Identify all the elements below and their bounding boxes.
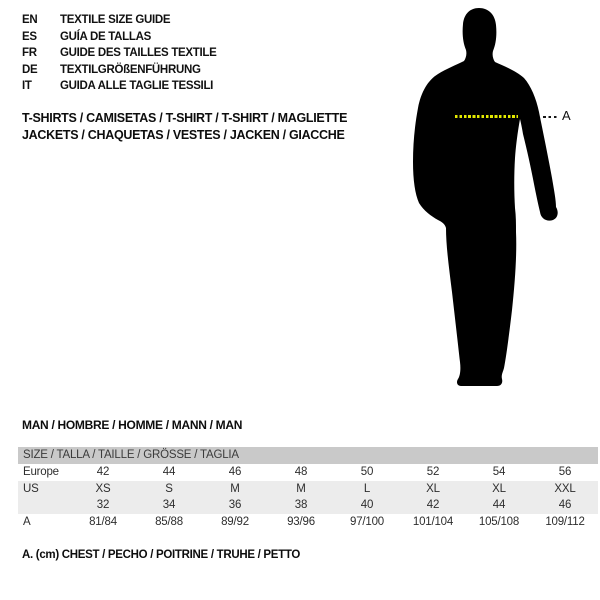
language-label: GUIDE DES TAILLES TEXTILE bbox=[60, 47, 217, 60]
language-row-es bbox=[22, 29, 217, 46]
table-row-us-numeric bbox=[18, 497, 598, 514]
table-cell: 34 bbox=[162, 499, 176, 512]
table-cell: 32 bbox=[96, 499, 110, 512]
measurement-leader-dashes bbox=[543, 116, 559, 118]
row-label: Europe bbox=[23, 466, 59, 479]
row-label: US bbox=[23, 482, 39, 495]
product-line-tshirts: T-SHIRTS / CAMISETAS / T-SHIRT / T-SHIRT / MAGLIETTE bbox=[22, 111, 348, 125]
table-cell: 50 bbox=[360, 466, 374, 479]
table-cell: 48 bbox=[294, 466, 308, 479]
table-cell: XS bbox=[95, 482, 111, 495]
man-silhouette-figure bbox=[400, 0, 580, 400]
table-cell: 93/96 bbox=[287, 515, 315, 528]
language-row-fr bbox=[22, 45, 217, 62]
table-cell: 52 bbox=[426, 466, 440, 479]
section-title-man: MAN / HOMBRE / HOMME / MANN / MAN bbox=[22, 418, 243, 432]
table-cell: 46 bbox=[558, 499, 572, 512]
table-cell: XXL bbox=[554, 482, 576, 495]
measurement-label-a: A bbox=[562, 108, 571, 123]
table-cell: 42 bbox=[96, 466, 110, 479]
table-cell: 44 bbox=[492, 499, 506, 512]
language-row-de bbox=[22, 62, 217, 79]
table-cell: 56 bbox=[558, 466, 572, 479]
table-cell: S bbox=[165, 482, 173, 495]
language-code: IT bbox=[22, 80, 32, 93]
table-cell: M bbox=[230, 482, 240, 495]
table-cell: L bbox=[363, 482, 371, 495]
product-line-jackets: JACKETS / CHAQUETAS / VESTES / JACKEN / GIACCHE bbox=[22, 127, 345, 142]
language-code: DE bbox=[22, 63, 38, 76]
table-cell: 109/112 bbox=[545, 515, 585, 528]
table-cell: 97/100 bbox=[350, 515, 384, 528]
table-cell: 46 bbox=[228, 466, 242, 479]
table-cell: 85/88 bbox=[155, 515, 183, 528]
language-code: EN bbox=[22, 14, 38, 27]
language-code: ES bbox=[22, 30, 37, 43]
language-row-en bbox=[22, 12, 217, 29]
table-cell: 105/108 bbox=[478, 515, 520, 528]
language-list bbox=[22, 12, 217, 95]
table-cell: XL bbox=[426, 482, 440, 495]
table-cell: 40 bbox=[360, 499, 374, 512]
footnote-chest: A. (cm) CHEST / PECHO / POITRINE / TRUHE / PETTO bbox=[22, 549, 301, 561]
product-types bbox=[22, 110, 347, 143]
chest-measurement-line bbox=[455, 115, 518, 118]
language-label: TEXTILGRÖßENFÜHRUNG bbox=[60, 63, 201, 76]
size-table-header: SIZE / TALLA / TAILLE / GRÖSSE / TAGLIA bbox=[18, 447, 598, 464]
language-row-it bbox=[22, 78, 217, 95]
table-cell: M bbox=[296, 482, 306, 495]
language-label: GUÍA DE TALLAS bbox=[60, 30, 151, 43]
table-cell: 81/84 bbox=[89, 515, 117, 528]
table-row-us bbox=[18, 481, 598, 498]
table-row-chest bbox=[18, 514, 598, 531]
row-label: A bbox=[23, 515, 31, 528]
table-cell: 101/104 bbox=[412, 515, 454, 528]
table-row-europe bbox=[18, 464, 598, 481]
table-cell: 38 bbox=[294, 499, 308, 512]
table-cell: 54 bbox=[492, 466, 506, 479]
size-table bbox=[18, 447, 598, 530]
table-cell: 44 bbox=[162, 466, 176, 479]
table-cell: 36 bbox=[228, 499, 242, 512]
table-cell: 42 bbox=[426, 499, 440, 512]
language-code: FR bbox=[22, 47, 37, 60]
table-cell: XL bbox=[492, 482, 506, 495]
language-label: GUIDA ALLE TAGLIE TESSILI bbox=[60, 80, 214, 93]
table-cell: 89/92 bbox=[221, 515, 249, 528]
man-silhouette bbox=[400, 0, 570, 400]
language-label: TEXTILE SIZE GUIDE bbox=[60, 14, 171, 27]
